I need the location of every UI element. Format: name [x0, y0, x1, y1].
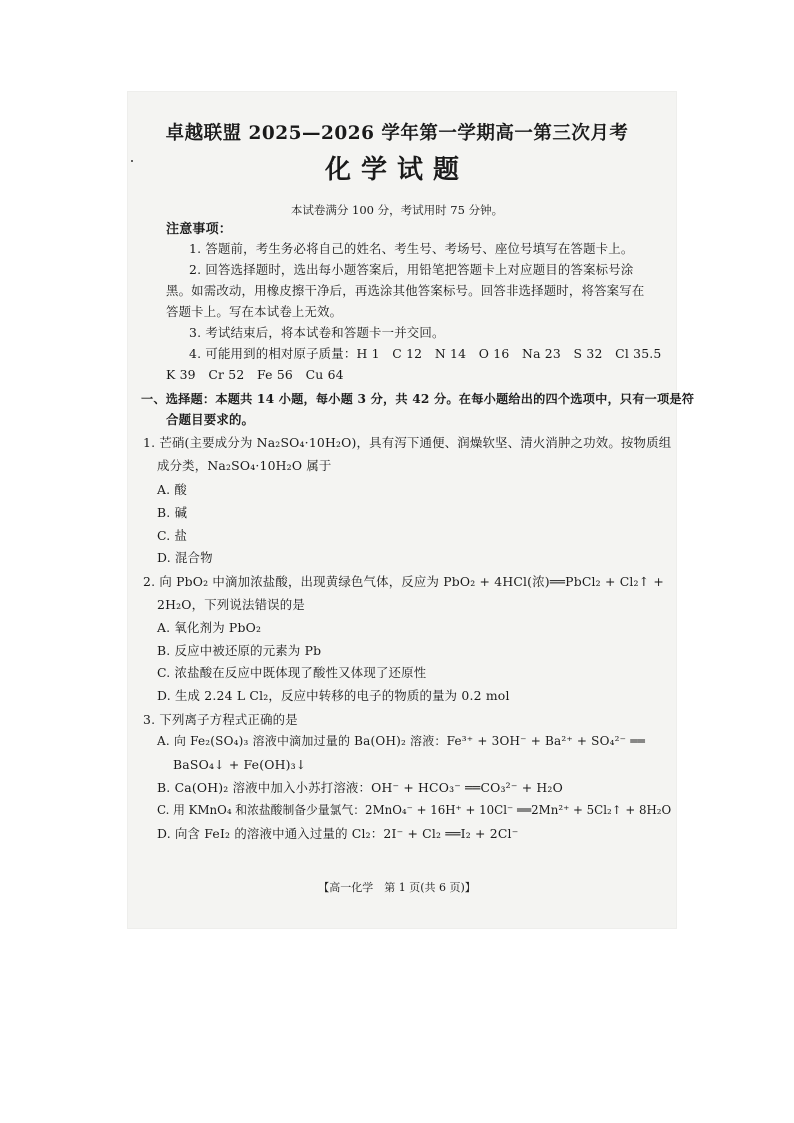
subject-title: 化学试题 [324, 155, 469, 185]
page-footer: 【高一化学 第 1 页(共 6 页)】 [318, 881, 476, 894]
question-1-option: A. 酸 [157, 482, 188, 497]
question-2-stem-cont: 2H₂O，下列说法错误的是 [157, 597, 305, 612]
exam-info: 本试卷满分 100 分，考试用时 75 分钟。 [290, 203, 504, 217]
question-2-option: A. 氧化剂为 PbO₂ [157, 620, 262, 635]
question-3-option: B. Ca(OH)₂ 溶液中加入小苏打溶液：OH⁻ + HCO₃⁻ ══CO₃²⁻ + H₂O [157, 780, 563, 795]
question-1-stem-cont: 成分类，Na₂SO₄·10H₂O 属于 [157, 458, 332, 473]
question-3-option: D. 向含 FeI₂ 的溶液中通入过量的 Cl₂：2I⁻ + Cl₂ ══I₂ + 2Cl⁻ [157, 826, 519, 841]
notes-line: 答题卡上。写在本试卷上无效。 [166, 304, 343, 319]
question-2-option: B. 反应中被还原的元素为 Pb [157, 643, 322, 658]
question-1-option: D. 混合物 [157, 550, 213, 565]
question-3-option-cont: BaSO₄↓ + Fe(OH)₃↓ [173, 757, 307, 772]
question-3-stem: 3. 下列离子方程式正确的是 [143, 712, 298, 727]
question-3-option: C. 用 KMnO₄ 和浓盐酸制备少量氯气：2MnO₄⁻ + 16H⁺ + 10Cl⁻ ══2Mn²⁺ + 5Cl₂↑ + 8H₂O [157, 803, 672, 817]
notes-heading: 注意事项： [166, 222, 233, 237]
question-3-option: A. 向 Fe₂(SO₄)₃ 溶液中滴加过量的 Ba(OH)₂ 溶液：Fe³⁺ + 3OH⁻ + Ba²⁺ + SO₄²⁻ ══ [157, 734, 646, 748]
notes-line: 黑。如需改动，用橡皮擦干净后，再选涂其他答案标号。回答非选择题时，将答案写在 [166, 283, 645, 298]
section-heading: 一、选择题：本题共 14 小题，每小题 3 分，共 42 分。在每小题给出的四个选项中，只有一项是符 [141, 392, 695, 406]
question-1-stem: 1. 芒硝(主要成分为 Na₂SO₄·10H₂O)，具有泻下通便、润燥软坚、清火消肿之功效。按物质组 [143, 435, 672, 450]
notes-line: 4. 可能用到的相对原子质量：H 1 C 12 N 14 O 16 Na 23 S 32 Cl 35.5 [189, 346, 662, 361]
question-1-option: C. 盐 [157, 528, 188, 543]
question-1-option: B. 碱 [157, 505, 188, 520]
section-heading-cont: 合题目要求的。 [166, 412, 255, 427]
notes-line: 3. 考试结束后，将本试卷和答题卡一并交回。 [189, 325, 445, 340]
question-2-stem: 2. 向 PbO₂ 中滴加浓盐酸，出现黄绿色气体，反应为 PbO₂ + 4HCl(浓)══PbCl₂ + Cl₂↑ + [143, 574, 665, 589]
exam-title: 卓越联盟 2025—2026 学年第一学期高一第三次月考 [165, 123, 629, 144]
notes-line: K 39 Cr 52 Fe 56 Cu 64 [166, 367, 344, 382]
question-2-option: C. 浓盐酸在反应中既体现了酸性又体现了还原性 [157, 665, 427, 680]
notes-line: 2. 回答选择题时，选出每小题答案后，用铅笔把答题卡上对应题目的答案标号涂 [189, 262, 634, 277]
question-2-option: D. 生成 2.24 L Cl₂，反应中转移的电子的物质的量为 0.2 mol [157, 688, 510, 703]
notes-line: 1. 答题前，考生务必将自己的姓名、考生号、考场号、座位号填写在答题卡上。 [189, 241, 634, 256]
